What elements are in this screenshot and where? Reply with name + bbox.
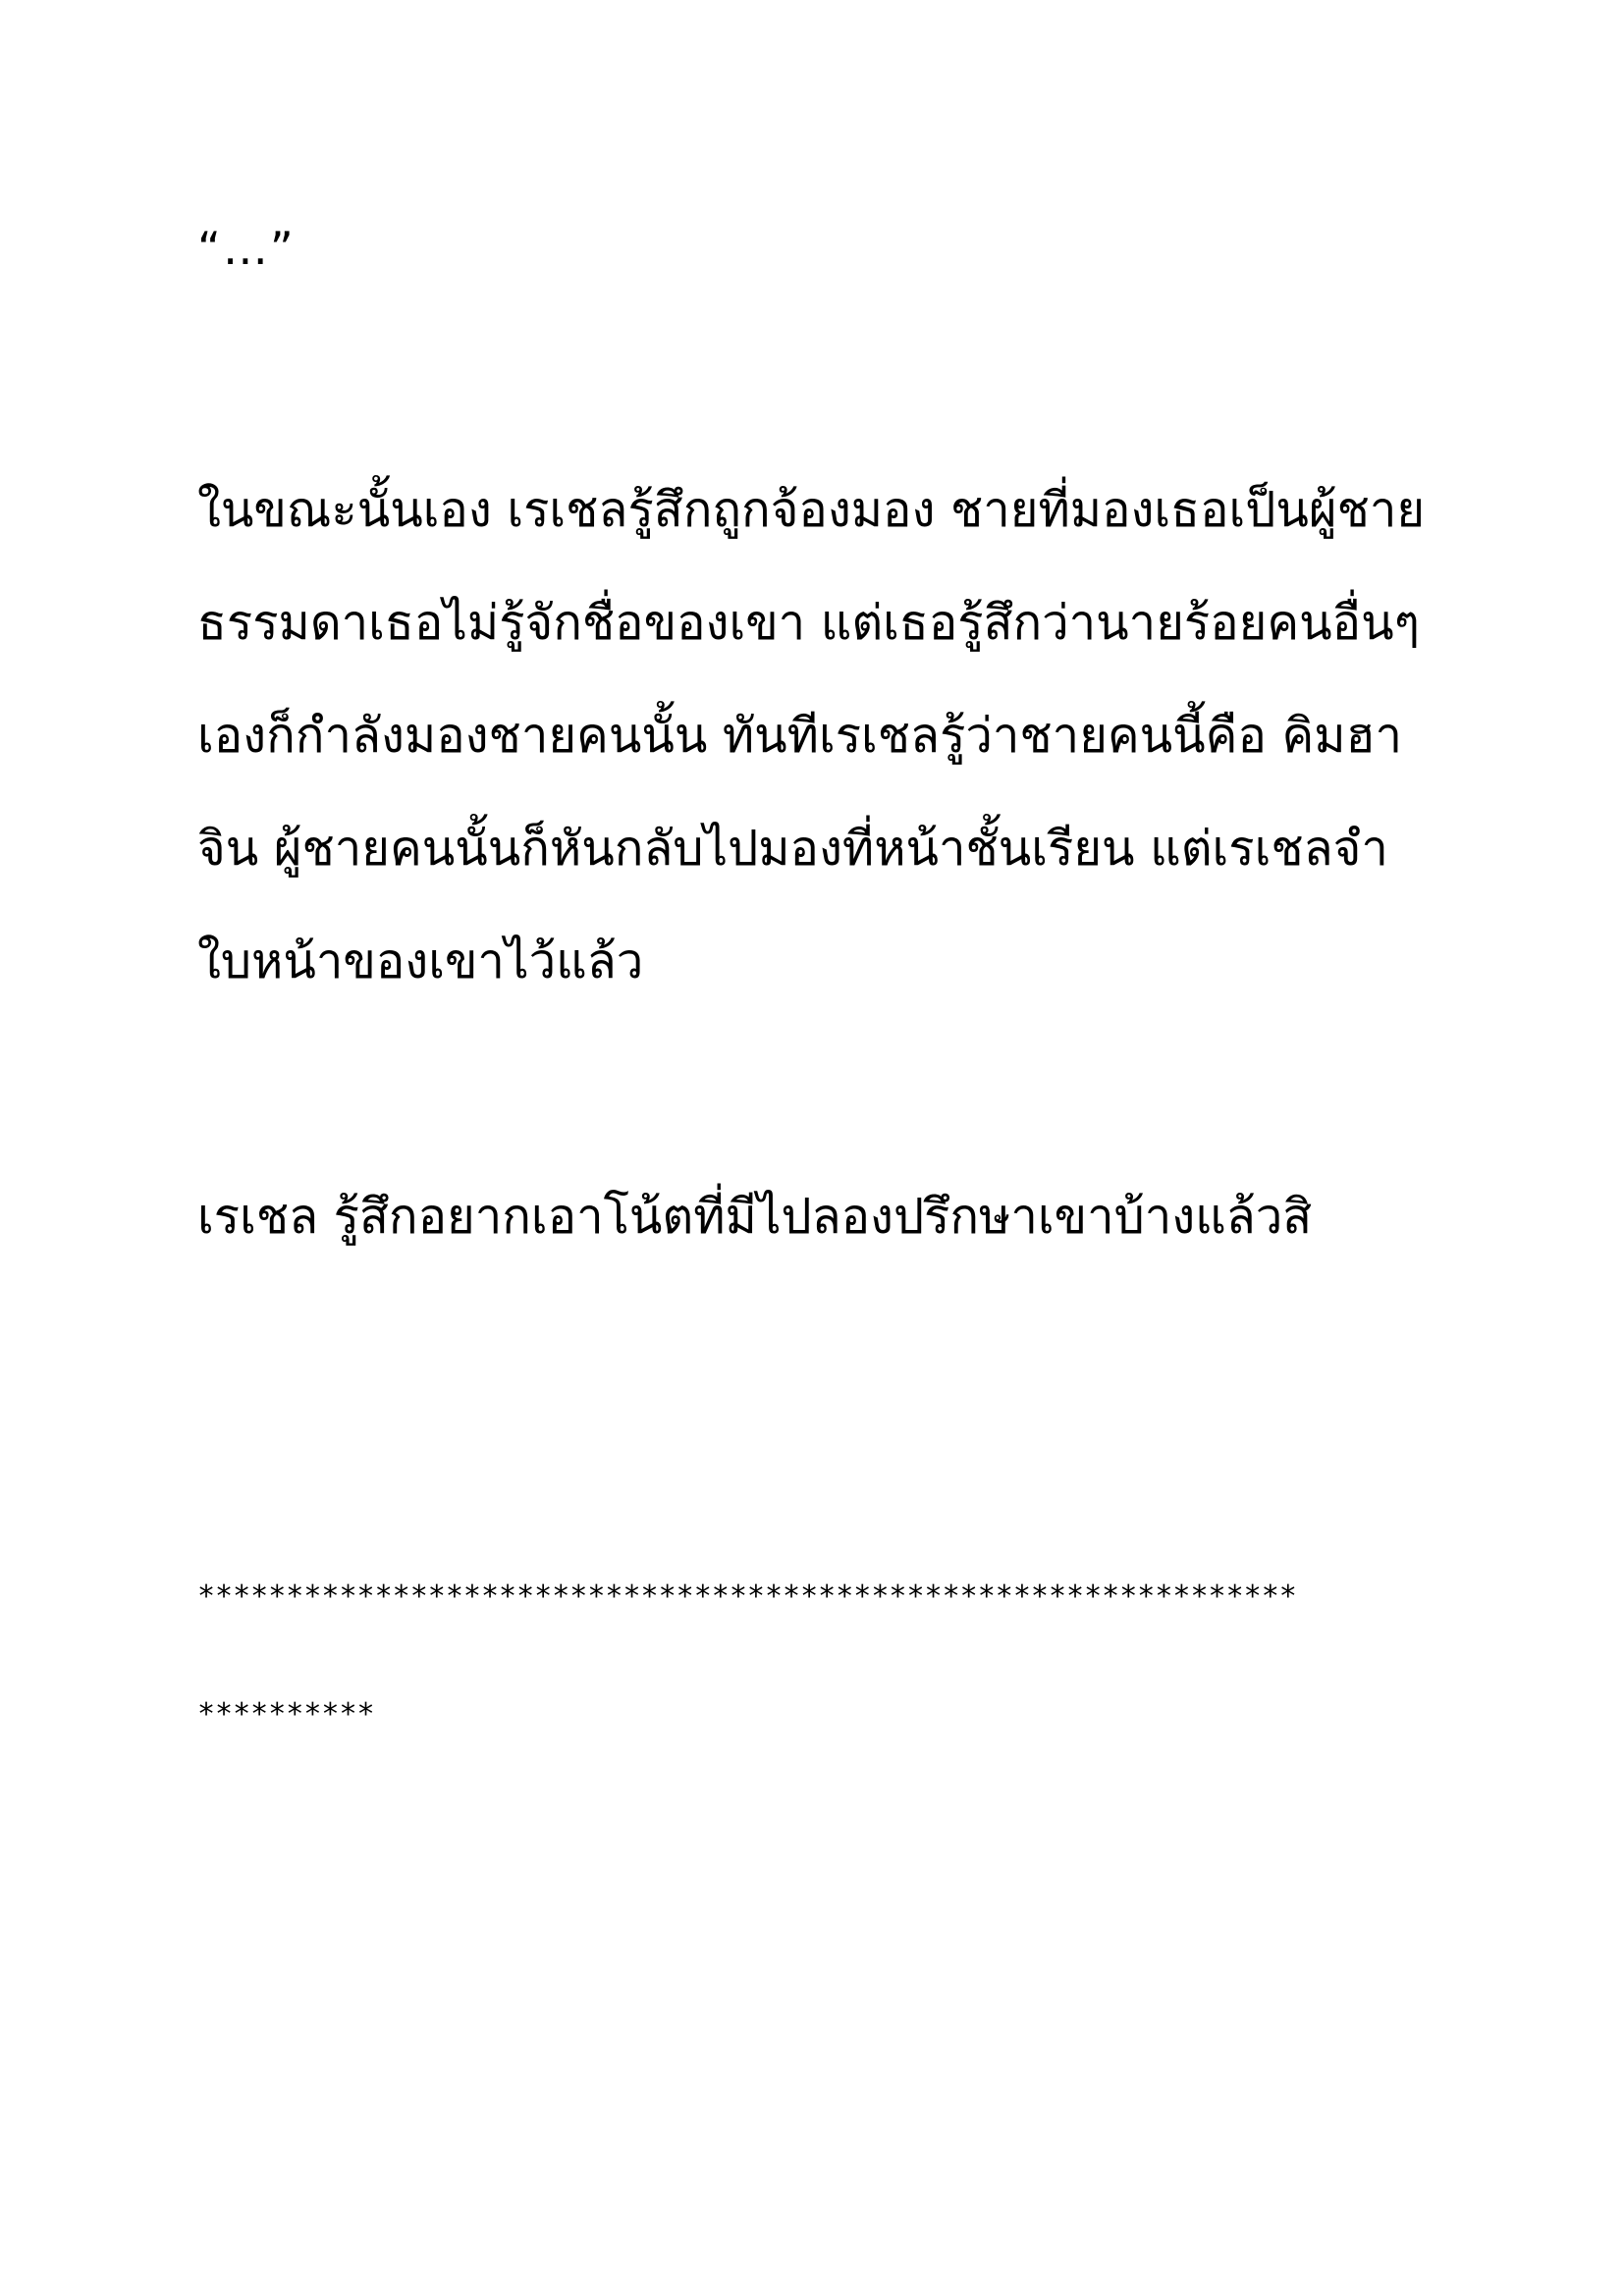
asterisk-separator-line-2: ********** <box>197 1697 375 1732</box>
paragraph-1-line: ใบหน้าของเขาไว้แล้ว <box>197 934 644 989</box>
paragraph-1-line: ในขณะนั้นเอง เรเชลรู้สึกถูกจ้องมอง ชายที่มองเธอเป็นผู้ชาย <box>197 482 1426 538</box>
opening-quote: “…” <box>197 222 296 275</box>
paragraph-1-line: ธรรมดาเธอไม่รู้จักชื่อของเขา แต่เธอรู้สึกว่านายร้อยคนอื่นๆ <box>197 595 1420 651</box>
paragraph-2: เรเชล รู้สึกอยากเอาโน้ตที่มีไปลองปรึกษาเขาบ้างแล้วสิ <box>197 1189 1313 1245</box>
paragraph-1-line: เองก็กำลังมองชายคนนั้น ทันทีเรเชลรู้ว่าชายคนนี้คือ คิมฮา <box>197 708 1402 764</box>
asterisk-separator-line-1: ************************************************************** <box>197 1582 1297 1612</box>
paragraph-1-line: จิน ผู้ชายคนนั้นก็หันกลับไปมองที่หน้าชั้นเรียน แต่เรเชลจำ <box>197 821 1388 877</box>
